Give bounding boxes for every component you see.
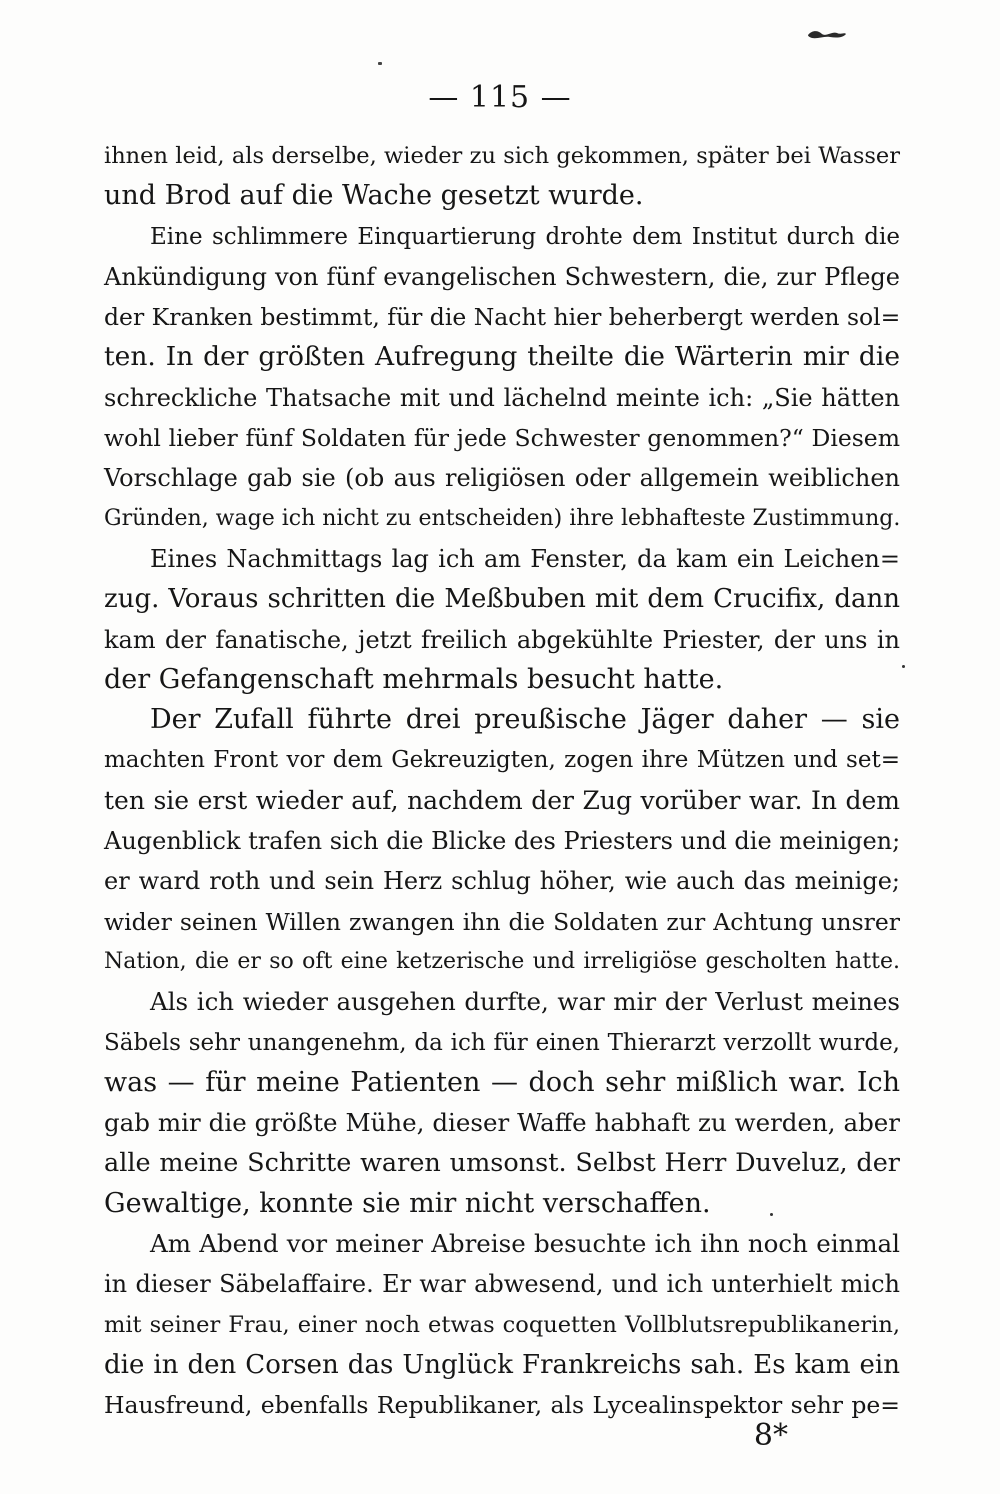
- text-line: wider seinen Willen zwangen ihn die Soldaten zur Achtung unsrer: [104, 907, 900, 936]
- text-line: Hausfreund, ebenfalls Republikaner, als Lycealinspektor sehr pe=: [104, 1391, 900, 1420]
- page-number: — 115 —: [428, 80, 572, 115]
- text-line: Der Zufall führte drei preußische Jäger daher — sie: [150, 704, 900, 736]
- text-line: gab mir die größte Mühe, dieser Waffe habhaft zu werden, aber: [104, 1108, 900, 1138]
- text-line: Eines Nachmittags lag ich am Fenster, da kam ein Leichen=: [150, 544, 900, 573]
- text-line: Vorschlage gab sie (ob aus religiösen oder allgemein weiblichen: [104, 464, 900, 493]
- text-line: Augenblick trafen sich die Blicke des Priesters und die meinigen;: [104, 827, 901, 856]
- text-line: Am Abend vor meiner Abreise besuchte ich ihn noch einmal: [150, 1229, 900, 1259]
- text-line: zug. Voraus schritten die Meßbuben mit dem Crucifix, dann: [104, 584, 900, 615]
- text-line: der Kranken bestimmt, für die Nacht hier beherbergt werden sol=: [104, 303, 901, 332]
- text-line: in dieser Säbelaffaire. Er war abwesend, und ich unterhielt mich: [104, 1270, 900, 1299]
- text-line: der Gefangenschaft mehrmals besucht hatte.: [104, 663, 724, 695]
- text-line: ihnen leid, als derselbe, wieder zu sich gekommen, später bei Wasser: [104, 143, 900, 169]
- text-line: mit seiner Frau, einer noch etwas coquetten Vollblutsrepublikanerin,: [104, 1311, 900, 1338]
- text-line: Säbels sehr unangenehm, da ich für einen Thierarzt verzollt wurde,: [104, 1029, 900, 1056]
- text-line: was — für meine Patienten — doch sehr mißlich war. Ich: [104, 1066, 900, 1098]
- ink-smudge-mark: [806, 28, 848, 40]
- body-text: [104, 136, 900, 1426]
- text-line: er ward roth und sein Herz schlug höher, wie auch das meinige;: [104, 867, 900, 896]
- text-line: Gründen, wage ich nicht zu entscheiden) ihre lebhafteste Zustimmung.: [104, 505, 901, 531]
- text-line: machten Front vor dem Gekreuzigten, zogen ihre Mützen und set=: [104, 747, 900, 774]
- text-line: schreckliche Thatsache mit und lächelnd meinte ich: „Sie hätten: [104, 383, 900, 412]
- text-line: die in den Corsen das Unglück Frankreichs sah. Es kam ein: [104, 1349, 900, 1380]
- text-line: ten. In der größten Aufregung theilte die Wärterin mir die: [104, 341, 900, 373]
- text-line: wohl lieber fünf Soldaten für jede Schwester genommen?“ Diesem: [104, 424, 900, 453]
- text-line: alle meine Schritte waren umsonst. Selbst Herr Duveluz, der: [104, 1148, 900, 1179]
- stray-ink-dot: [770, 1213, 773, 1216]
- text-line: Ankündigung von fünf evangelischen Schwestern, die, zur Pflege: [104, 262, 900, 291]
- text-line: Als ich wieder ausgehen durfte, war mir der Verlust meines: [150, 987, 900, 1017]
- stray-ink-dot: [378, 62, 382, 65]
- stray-ink-dot: [902, 665, 905, 668]
- text-line: ten sie erst wieder auf, nachdem der Zug vorüber war. In dem: [104, 785, 900, 815]
- text-line: kam der fanatische, jetzt freilich abgekühlte Priester, der uns in: [104, 625, 900, 654]
- text-line: Nation, die er so oft eine ketzerische und irreligiöse gescholten hatte.: [104, 948, 900, 974]
- text-line: und Brod auf die Wache gesetzt wurde.: [104, 180, 644, 212]
- text-line: Eine schlimmere Einquartierung drohte dem Institut durch die: [150, 223, 900, 250]
- signature-mark: 8*: [753, 1418, 788, 1453]
- text-line: Gewaltige, konnte sie mir nicht verschaffen.: [104, 1187, 711, 1219]
